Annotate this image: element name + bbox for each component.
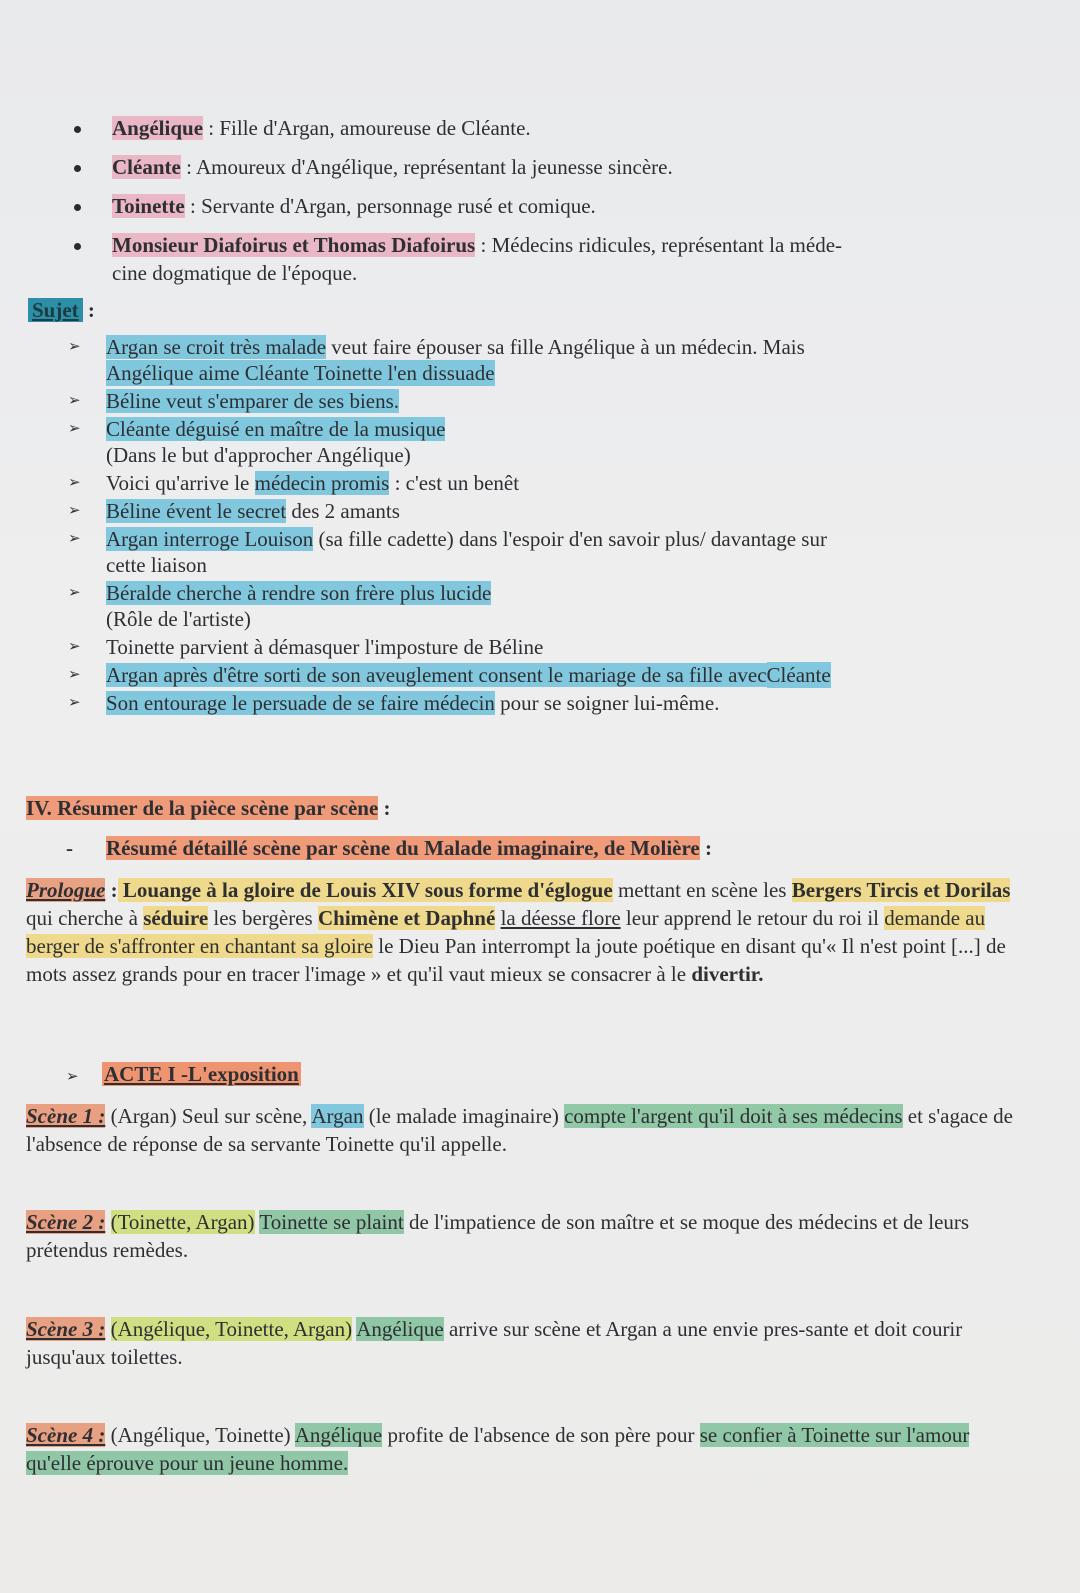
prologue-text: Bergers Tircis et Dorilas [791, 878, 1011, 902]
subtitle-colon: : [699, 836, 712, 860]
list-item [70, 231, 1020, 287]
list-item [68, 470, 1028, 496]
list-item [68, 334, 1028, 386]
item-text: pour se soigner lui-même. [494, 691, 720, 715]
section-title [26, 796, 391, 821]
item-text: (sa fille cadette) dans l'espoir d'en savoir plus/ davantage sur [313, 527, 827, 551]
scene-text: se confier à Toinette sur l'amour qu'elle éprouve pour un jeune homme. [26, 1423, 970, 1475]
scene-text: (Argan) Seul sur scène, [105, 1104, 312, 1128]
prologue-label: Prologue [26, 878, 106, 902]
item-text: Son entourage le persuade de se faire médecin [106, 691, 495, 715]
prologue-text: séduire [143, 906, 209, 930]
character-name: Cléante [112, 155, 181, 179]
scene-paragraph [26, 1315, 1026, 1371]
scene-text: (le malade imaginaire) [363, 1104, 565, 1128]
bullet-icon [74, 243, 81, 250]
scene-text: et s'agace de l'absence de réponse de sa servante Toinette qu'il appelle. [26, 1104, 1013, 1156]
character-desc: Fille d'Argan, amoureuse de Cléante. [219, 116, 531, 140]
arrow-bullet-icon: ➢ [68, 585, 81, 601]
prologue-text: la déesse flore [500, 906, 621, 930]
acte-heading [66, 1062, 301, 1087]
arrow-bullet-icon: ➢ [68, 531, 81, 547]
list-item [70, 192, 1020, 220]
item-text: Argan après d'être sorti de son aveuglement consent le mariage de sa fille avec [106, 663, 767, 687]
prologue-paragraph [26, 876, 1026, 988]
prologue-text: le Dieu Pan interrompt la joute poétique en disant qu'« Il n'est point [...] de mots assez grands pour en tracer l'image » et qu'il vaut mieux se consacrer à le [26, 934, 1006, 986]
subtitle [66, 836, 712, 861]
section-colon: : [378, 796, 391, 820]
item-text: Voici qu'arrive le [106, 471, 255, 495]
list-item [68, 662, 1028, 688]
arrow-bullet-icon: ➢ [68, 421, 81, 437]
prologue-text: les bergères [208, 906, 318, 930]
bullet-icon [74, 165, 81, 172]
prologue-text: Chimène et Daphné [317, 906, 496, 930]
scene-text: Angélique [294, 1423, 383, 1447]
character-name: Angélique [112, 116, 204, 140]
item-text: Béralde cherche à rendre son frère plus lucide [106, 581, 492, 605]
scene-paragraph [26, 1421, 1026, 1477]
prologue-text: qui cherche à [26, 906, 144, 930]
scene-paragraph [26, 1102, 1026, 1158]
scene-text: (Angélique, Toinette, Argan) [110, 1317, 353, 1341]
arrow-bullet-icon: ➢ [68, 475, 81, 491]
character-list [70, 114, 1020, 298]
character-desc: Amoureux d'Angélique, représentant la jeunesse sincère. [196, 155, 673, 179]
sujet-colon: : [82, 298, 95, 322]
prologue-text: mettant en scène les [612, 878, 792, 902]
item-text-cont: Angélique aime Cléante Toinette l'en dissuade [106, 361, 495, 385]
list-item [68, 580, 1028, 632]
character-desc-cont: cine dogmatique de l'époque. [112, 261, 358, 285]
section-title-text: IV. Résumer de la pièce scène par scène [26, 796, 379, 820]
arrow-bullet-icon: ➢ [68, 667, 81, 683]
arrow-bullet-icon: ➢ [66, 1069, 79, 1085]
arrow-bullet-icon: ➢ [68, 393, 81, 409]
scene-text: compte l'argent qu'il doit à ses médecins [564, 1104, 903, 1128]
item-text-cont: (Rôle de l'artiste) [106, 607, 251, 631]
separator: : [180, 155, 197, 179]
prologue-text: Louange à la gloire de Louis XIV sous forme d'églogue [117, 878, 613, 902]
item-text: Béline veut s'emparer de ses biens. [106, 389, 400, 413]
scene-label: Scène 2 : [26, 1210, 106, 1234]
sujet-heading [28, 298, 95, 323]
subtitle-text: Résumé détaillé scène par scène du Malade imaginaire, de Molière [106, 836, 700, 860]
acte-title: ACTE I -L'exposition [104, 1062, 299, 1086]
character-name: Monsieur Diafoirus et Thomas Diafoirus [112, 233, 476, 257]
item-text: Argan interroge Louison [106, 527, 314, 551]
arrow-bullet-icon: ➢ [68, 503, 81, 519]
character-desc: Servante d'Argan, personnage rusé et comique. [201, 194, 596, 218]
item-text: veut faire épouser sa fille Angélique à un médecin. Mais [326, 335, 805, 359]
scene-text: Angélique [356, 1317, 444, 1341]
scene-text: Argan [311, 1104, 364, 1128]
bullet-icon [74, 126, 81, 133]
bullet-icon [74, 204, 81, 211]
scene-label: Scène 1 : [26, 1104, 106, 1128]
scene-text: de l'impatience de son maître et se moque des médecins et de leurs prétendus remèdes. [26, 1210, 970, 1262]
item-text-cont: cette liaison [106, 553, 207, 577]
item-text: des 2 amants [286, 499, 400, 523]
arrow-bullet-icon: ➢ [68, 639, 81, 655]
character-desc: Médecins ridicules, représentant la méde- [491, 233, 843, 257]
separator: : [203, 116, 220, 140]
scene-text [105, 1317, 110, 1341]
prologue-text: leur apprend le retour du roi il [620, 906, 885, 930]
scene-label: Scène 3 : [26, 1317, 106, 1341]
scene-text: arrive sur scène et Argan a une envie pres-sante et doit courir jusqu'aux toilettes. [26, 1317, 963, 1369]
list-item [68, 388, 1028, 414]
item-text: Toinette parvient à démasquer l'imposture de Béline [106, 635, 544, 659]
list-item [68, 498, 1028, 524]
scene-paragraph [26, 1208, 1026, 1264]
scene-text: profite de l'absence de son père pour [382, 1423, 700, 1447]
prologue-text: divertir. [691, 962, 764, 986]
item-text: Cléante déguisé en maître de la musique [106, 417, 446, 441]
character-name: Toinette [112, 194, 185, 218]
separator: : [184, 194, 202, 218]
arrow-bullet-icon: ➢ [68, 695, 81, 711]
item-text-cont: Cléante [766, 663, 831, 687]
item-text: : c'est un benêt [389, 471, 520, 495]
list-item [68, 690, 1028, 716]
list-item [70, 153, 1020, 181]
list-item [68, 634, 1028, 660]
sujet-label: Sujet [28, 298, 83, 322]
sujet-list [68, 334, 1028, 718]
separator: : [475, 233, 492, 257]
item-text-cont: (Dans le but d'approcher Angélique) [106, 443, 411, 467]
item-text: Argan se croit très malade [106, 335, 327, 359]
item-text: Béline évent le secret [106, 499, 287, 523]
scene-text [105, 1210, 110, 1234]
list-item [68, 526, 1028, 578]
list-item [68, 416, 1028, 468]
prologue-colon: : [105, 878, 118, 902]
prologue-text: demande au berger de s'affronter en chantant sa gloire [26, 906, 986, 958]
dash: - [66, 836, 73, 860]
scene-label: Scène 4 : [26, 1423, 106, 1447]
arrow-bullet-icon: ➢ [68, 339, 81, 355]
scene-text: Toinette se plaint [259, 1210, 404, 1234]
item-text: médecin promis [254, 471, 390, 495]
scene-text: (Toinette, Argan) [110, 1210, 255, 1234]
list-item [70, 114, 1020, 142]
scene-text: (Angélique, Toinette) [105, 1423, 295, 1447]
